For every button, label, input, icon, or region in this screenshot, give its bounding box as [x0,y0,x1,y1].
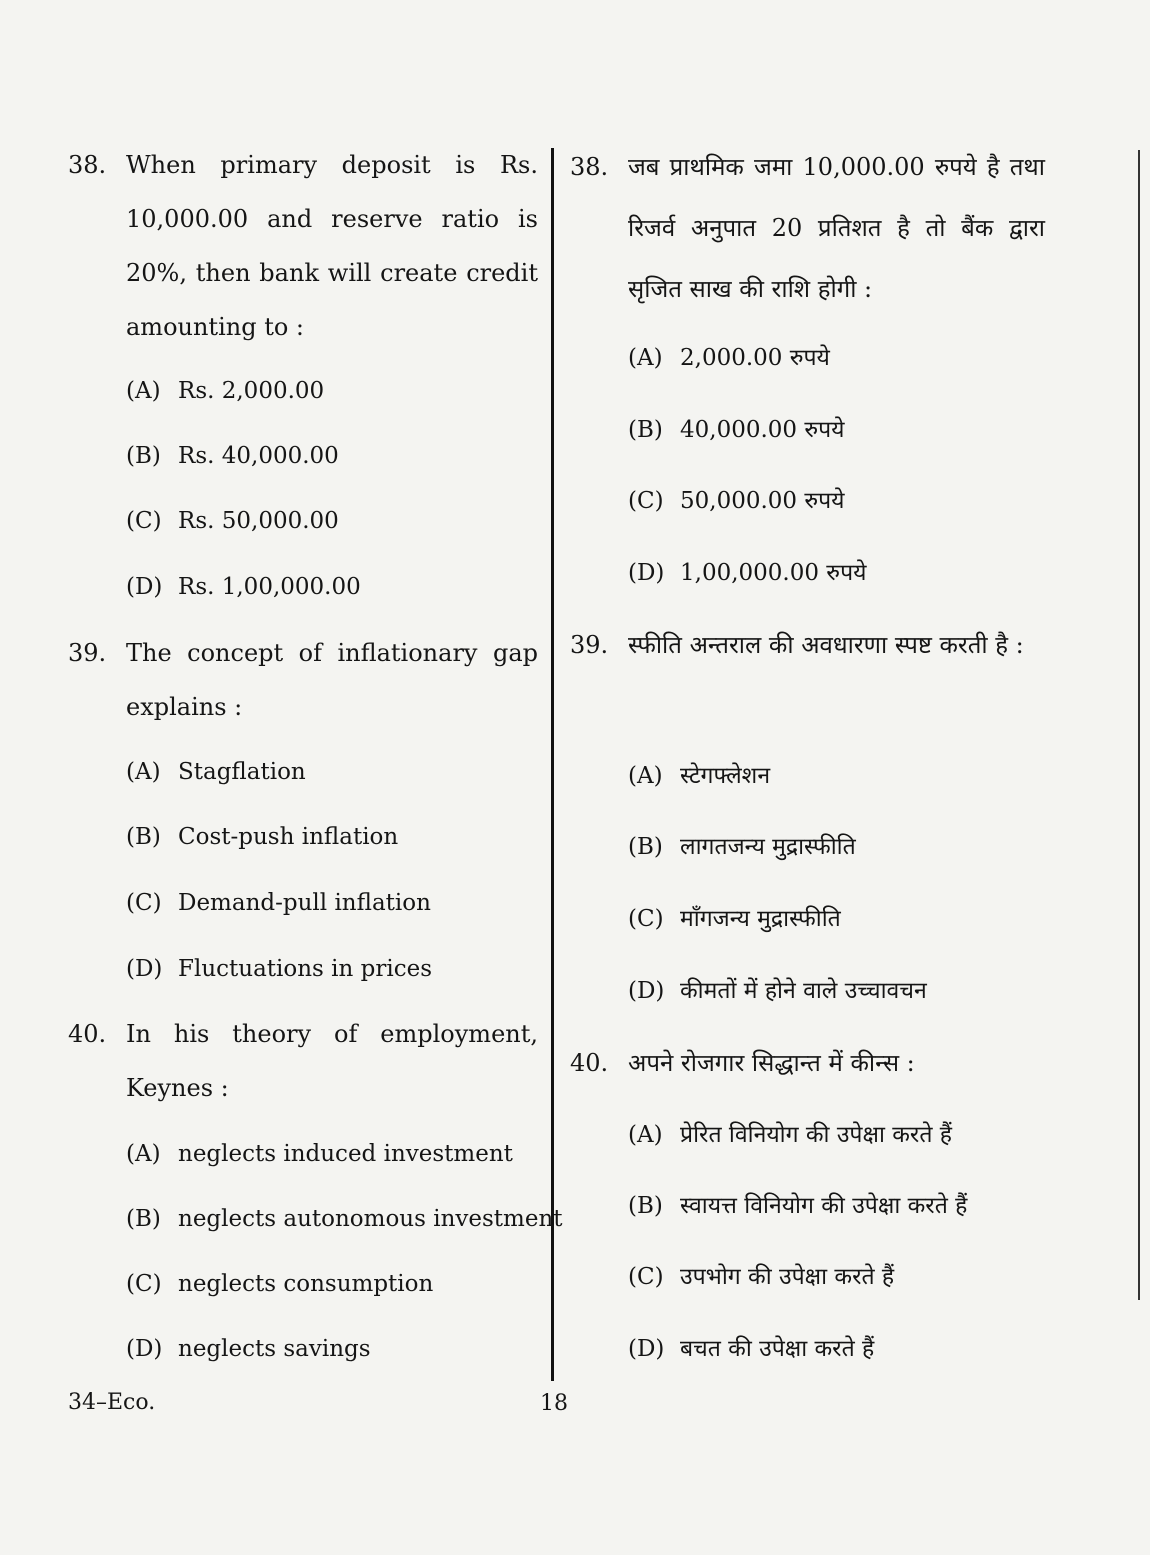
question-text: स्फीति अन्तराल की अवधारणा स्पष्ट करती है : [628,631,1024,659]
option-label: (C) [126,508,162,534]
option-c [126,506,339,536]
option-text: 1,00,000.00 रुपये [680,560,867,586]
option-a [126,1139,513,1169]
option-label: (D) [628,1336,665,1362]
option-label: (A) [126,378,161,404]
question-text: जब प्राथमिक जमा 10,000.00 रुपये है तथा रिजर्व अनुपात 20 प्रतिशत है तो बैंक द्वारा सृजित साख की राशि होगी : [628,153,1045,303]
option-label: (B) [126,824,161,850]
option-d [126,954,432,984]
question-text: When primary deposit is Rs. 10,000.00 and reserve ratio is 20%, then bank will create credit amounting to : [126,151,538,341]
option-d [126,1334,371,1364]
option-text: लागतजन्य मुद्रास्फीति [680,834,856,860]
option-label: (B) [628,1193,663,1219]
question-number: 38. [570,153,609,181]
page-edge-line [1138,150,1140,1300]
option-text: Fluctuations in prices [178,956,432,982]
option-label: (B) [628,834,663,860]
option-label: (B) [126,1206,161,1232]
question-number: 40. [570,1049,609,1077]
column-divider [551,148,554,1381]
option-label: (A) [126,759,161,785]
option-b [126,441,339,471]
option-label: (C) [126,890,162,916]
option-text: माँगजन्य मुद्रास्फीति [680,906,841,932]
option-text: neglects consumption [178,1271,434,1297]
option-label: (C) [628,1264,664,1290]
option-text: बचत की उपेक्षा करते हैं [680,1336,875,1362]
option-text: 2,000.00 रुपये [680,345,830,371]
option-c [628,1262,894,1292]
option-text: उपभोग की उपेक्षा करते हैं [680,1264,895,1290]
option-label: (C) [628,488,664,514]
option-c [628,904,841,934]
option-label: (D) [126,574,163,600]
option-b [628,832,856,862]
option-text: प्रेरित विनियोग की उपेक्षा करते हैं [680,1122,952,1148]
question-number: 39. [570,631,609,659]
option-text: neglects autonomous investment [178,1206,563,1232]
paper-code: 34–Eco. [68,1390,156,1415]
option-text: स्वायत्त विनियोग की उपेक्षा करते हैं [680,1193,968,1219]
option-c [628,486,845,516]
question-number: 40. [68,1020,107,1048]
option-label: (D) [628,978,665,1004]
option-d [628,1334,874,1364]
option-text: कीमतों में होने वाले उच्चावचन [680,978,927,1004]
option-text: Demand-pull inflation [178,890,431,916]
question-text: The concept of inflationary gap explains : [126,639,538,721]
option-b [628,1191,967,1221]
option-text: 40,000.00 रुपये [680,417,845,443]
option-b [126,1204,563,1234]
option-a [126,376,324,406]
option-text: Rs. 40,000.00 [178,443,339,469]
option-label: (C) [126,1271,162,1297]
option-label: (A) [628,345,663,371]
question-number: 38. [68,151,107,179]
option-label: (D) [126,956,163,982]
option-a [628,761,770,791]
option-label: (D) [126,1336,163,1362]
option-a [126,757,306,787]
option-text: स्टेगफ्लेशन [680,763,771,789]
option-text: Stagflation [178,759,306,785]
option-text: neglects induced investment [178,1141,513,1167]
option-label: (D) [628,560,665,586]
page-number: 18 [540,1391,568,1416]
option-label: (C) [628,906,664,932]
question-text: In his theory of employment, Keynes : [126,1020,538,1102]
question-number: 39. [68,639,107,667]
option-label: (A) [628,1122,663,1148]
option-label: (B) [126,443,161,469]
option-text: neglects savings [178,1336,371,1362]
option-d [628,976,927,1006]
option-c [126,1269,433,1299]
option-d [126,572,361,602]
option-c [126,888,431,918]
option-a [628,343,830,373]
option-d [628,558,866,588]
option-label: (B) [628,417,663,443]
option-text: Rs. 1,00,000.00 [178,574,361,600]
option-label: (A) [126,1141,161,1167]
option-label: (A) [628,763,663,789]
option-b [126,822,398,852]
option-a [628,1120,952,1150]
question-text: अपने रोजगार सिद्धान्त में कीन्स : [628,1049,915,1077]
option-text: Rs. 50,000.00 [178,508,339,534]
option-text: 50,000.00 रुपये [680,488,845,514]
option-text: Cost-push inflation [178,824,399,850]
option-b [628,415,845,445]
option-text: Rs. 2,000.00 [178,378,325,404]
